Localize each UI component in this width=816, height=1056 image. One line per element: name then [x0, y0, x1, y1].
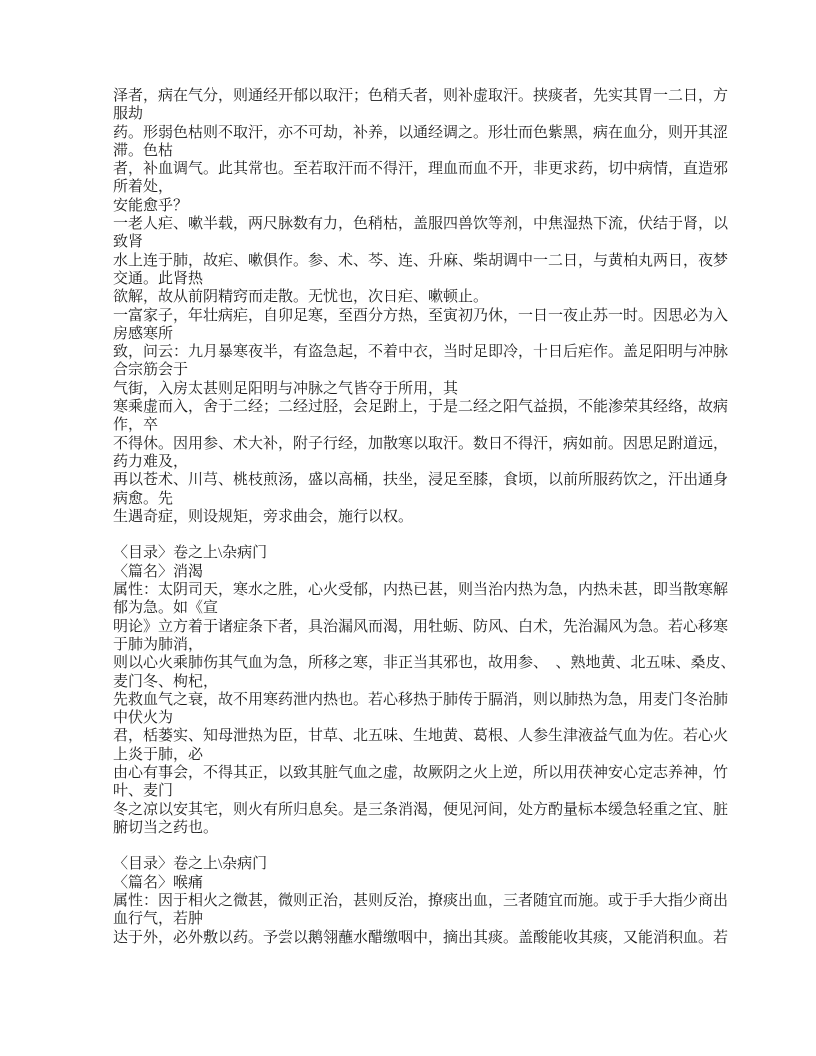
text-line	[113, 837, 738, 855]
text-line: 寒乘虚而入，舍于二经；二经过胫，会足跗上，于是二经之阳气益损，不能渗荣其经络，故病	[113, 399, 729, 416]
text-line	[113, 526, 738, 544]
text-line: 者，补血调气。此其常也。至若取汗而不得汗，理血而血不开，非更求药，切中病情，直造邪	[113, 161, 729, 178]
text-line: 血行气，若肿	[113, 911, 204, 928]
text-line: 属性：太阴司天，寒水之胜，心火受郁，内热已甚，则当治内热为急，内热未甚，即当散寒解	[113, 582, 729, 599]
text-line: 药。形弱色枯则不取汗，亦不可劫，补养，以通经调之。形壮而色紫黑，病在血分，则开其涩	[113, 124, 729, 141]
text-line: 郁为急。如《宣	[113, 600, 219, 617]
text-line: 交通。此肾热	[113, 270, 204, 287]
text-line: 达于外，必外敷以药。予尝以鹅翎蘸水醋缴咽中，摘出其痰。盖酸能收其痰，又能消积血。若	[113, 929, 729, 946]
text-line: 气街，入房太甚则足阳明与冲脉之气皆夺于所用，其	[113, 380, 459, 397]
text-line: 叶、麦门	[113, 783, 174, 800]
text-line: 冬之凉以安其宅，则火有所归息矣。是三条消渴，便见河间，处方酌量标本缓急轻重之宜、脏	[113, 801, 729, 818]
text-line: 〈目录〉卷之上\杂病门	[113, 545, 268, 562]
text-line: 致肾	[113, 234, 144, 251]
text-line: 腑切当之药也。	[113, 819, 219, 836]
text-line: 所着处，	[113, 179, 174, 196]
text-line: 明论》立方着于诸症条下者，具治漏风而渴，用牡蛎、防风、白术，先治漏风为急。若心移寒	[113, 618, 729, 635]
text-line: 君，栝蒌实、知母泄热为臣，甘草、北五味、生地黄、葛根、人参生津液益气血为佐。若心火	[113, 728, 729, 745]
text-line: 病愈。先	[113, 490, 174, 507]
text-line: 〈篇名〉消渴	[113, 563, 204, 580]
text-line: 生遇奇症，则设规矩，旁求曲会，施行以权。	[113, 508, 414, 525]
text-line: 作，卒	[113, 417, 159, 434]
text-line: 先救血气之衰，故不用寒药泄内热也。若心移热于肺传于膈消，则以肺热为急，用麦门冬治肺	[113, 691, 729, 708]
text-line: 泽者，病在气分，则通经开郁以取汗；色稍夭者，则补虚取汗。挟痰者，先实其胃一二日，方	[113, 88, 729, 104]
text-line: 滞。色枯	[113, 142, 174, 159]
text-line: 属性：因于相火之微甚，微则正治，甚则反治，撩痰出血，三者随宜而施。或于手大指少商出	[113, 893, 729, 910]
text-line: 水上连于肺，故疟、嗽俱作。参、术、芩、连、升麻、柴胡调中一二日，与黄柏丸两日，夜梦	[113, 252, 729, 269]
text-line: 〈目录〉卷之上\杂病门	[113, 856, 268, 873]
text-line: 服劫	[113, 106, 144, 123]
text-line: 则以心火乘肺伤其气血为急，所移之寒，非正当其邪也，故用参、 、熟地黄、北五味、桑皮、	[113, 655, 736, 672]
text-line: 欲解，故从前阴精窍而走散。无忧也，次日疟、嗽顿止。	[113, 289, 489, 306]
text-line: 再以苍术、川芎、桃枝煎汤，盛以高桶，扶坐，浸足至膝，食顷，以前所服药饮之，汗出通身	[113, 472, 729, 489]
text-line: 麦门冬、枸杞，	[113, 673, 219, 690]
text-line: 房感寒所	[113, 325, 174, 342]
text-line: 安能愈乎？	[113, 197, 189, 214]
text-line: 由心有事会，不得其正，以致其脏气血之虚，故厥阴之火上逆，所以用茯神安心定志养神，竹	[113, 764, 729, 781]
text-line: 中伏火为	[113, 710, 174, 727]
text-line: 致，问云：九月暴寒夜半，有盗急起，不着中衣，当时足即冷，十日后疟作。盖足阳明与冲脉	[113, 344, 729, 361]
text-line: 合宗筋会于	[113, 362, 189, 379]
text-line: 一富家子，年壮病疟，自卯足寒，至酉分方热，至寅初乃休，一日一夜止苏一时。因思必为入	[113, 307, 729, 324]
text-line: 上炎于肺，必	[113, 746, 204, 763]
text-block	[113, 87, 738, 947]
text-line: 药力难及，	[113, 453, 189, 470]
text-line: 〈篇名〉喉痛	[113, 874, 204, 891]
text-line: 不得休。因用参、术大补，附子行经，加散寒以取汗。数日不得汗，病如前。因思足跗道远，	[113, 435, 729, 452]
text-line: 于肺为肺消，	[113, 636, 204, 653]
text-line: 一老人疟、嗽半载，两尺脉数有力，色稍枯，盖服四兽饮等剂，中焦湿热下流，伏结于肾，以	[113, 216, 729, 233]
